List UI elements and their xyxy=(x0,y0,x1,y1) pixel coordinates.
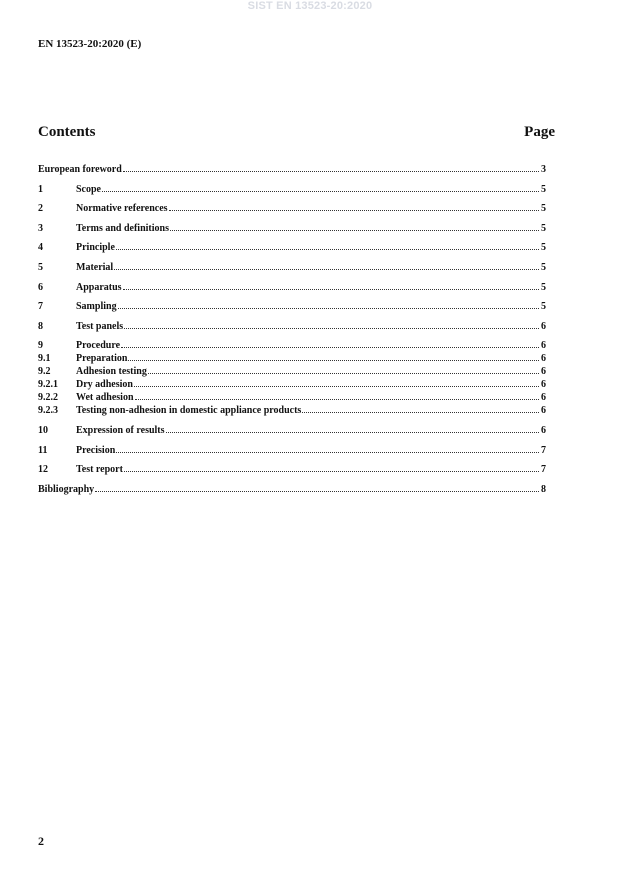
toc-entry-title: Test report xyxy=(76,464,123,476)
dot-leader xyxy=(302,411,539,413)
toc-entry-number: 6 xyxy=(38,281,43,293)
toc-entry-test-report[interactable] xyxy=(38,463,546,476)
dot-leader xyxy=(134,385,539,387)
toc-entry-title: Test panels xyxy=(76,320,124,332)
toc-entry-page: 7 xyxy=(541,464,546,476)
dot-leader xyxy=(166,431,539,433)
toc-entry-title: Material xyxy=(76,261,114,273)
dot-leader xyxy=(169,209,539,211)
toc-entry-number: 9.1 xyxy=(38,353,51,365)
toc-entry-title: European foreword xyxy=(38,164,122,175)
toc-entry-number: 9.2.1 xyxy=(38,379,58,391)
toc-entry-test-panels[interactable] xyxy=(38,320,546,333)
toc-entry-page: 8 xyxy=(541,483,546,495)
toc-entry-dry-adhesion[interactable] xyxy=(38,378,546,391)
toc-entry-wet-adhesion[interactable] xyxy=(38,391,546,404)
toc-entry-title: Testing non-adhesion in domestic appliance products xyxy=(76,405,302,417)
toc-entry-bibliography[interactable] xyxy=(38,483,546,496)
toc-entry-title: Wet adhesion xyxy=(76,392,134,404)
toc-entry-number: 11 xyxy=(38,444,48,456)
toc-entry-title: Scope xyxy=(76,183,101,195)
toc-entry-title: Dry adhesion xyxy=(76,379,133,391)
toc-entry-normative-references[interactable] xyxy=(38,202,546,215)
toc-entry-page: 7 xyxy=(541,444,546,456)
toc-entry-title: Normative references xyxy=(76,203,168,215)
document-id: EN 13523-20:2020 (E) xyxy=(38,38,142,50)
toc-entry-page: 5 xyxy=(541,301,546,313)
toc-entry-testing-non-adhesion[interactable] xyxy=(38,404,546,417)
toc-entry-title: Precision xyxy=(76,444,116,456)
toc-entry-number: 10 xyxy=(38,424,48,436)
toc-entry-number: 3 xyxy=(38,222,43,234)
toc-entry-title: Sampling xyxy=(76,301,117,313)
dot-leader xyxy=(116,248,539,250)
toc-entry-page: 6 xyxy=(541,340,546,352)
toc-entry-adhesion-testing[interactable] xyxy=(38,365,546,378)
toc-entry-sampling[interactable] xyxy=(38,300,546,313)
dot-leader xyxy=(121,346,539,348)
toc-entry-page: 6 xyxy=(541,424,546,436)
toc-entry-page: 5 xyxy=(541,281,546,293)
dot-leader xyxy=(114,268,539,270)
dot-leader xyxy=(124,470,539,472)
contents-heading: Contents xyxy=(38,124,96,140)
watermark: SIST EN 13523-20:2020 xyxy=(247,0,373,12)
toc-entry-scope[interactable] xyxy=(38,183,546,196)
toc-entry-precision[interactable] xyxy=(38,444,546,457)
dot-leader xyxy=(95,490,539,492)
toc-entry-number: 9.2.2 xyxy=(38,392,58,404)
toc-entry-page: 5 xyxy=(541,242,546,254)
toc-entry-title: Procedure xyxy=(76,340,121,352)
dot-leader xyxy=(123,288,539,290)
page-column-heading: Page xyxy=(524,124,555,140)
dot-leader xyxy=(102,190,539,192)
toc-entry-title: Terms and definitions xyxy=(76,222,169,234)
toc-entry-number: 9 xyxy=(38,340,43,352)
toc-entry-page: 6 xyxy=(541,392,546,404)
toc-entry-page: 6 xyxy=(541,379,546,391)
toc-entry-number: 4 xyxy=(38,242,43,254)
dot-leader xyxy=(124,327,539,329)
toc-entry-page: 5 xyxy=(541,261,546,273)
dot-leader xyxy=(135,398,539,400)
table-of-contents xyxy=(38,163,546,496)
toc-entry-title: Principle xyxy=(76,242,115,254)
toc-entry-page: 6 xyxy=(541,320,546,332)
toc-entry-title: Bibliography xyxy=(38,483,95,495)
toc-entry-title: Apparatus xyxy=(76,281,122,293)
toc-entry-number: 12 xyxy=(38,464,48,476)
toc-entry-number: 9.2 xyxy=(38,366,51,378)
toc-entry-european-foreword[interactable] xyxy=(38,163,546,176)
toc-entry-title: Expression of results xyxy=(76,424,165,436)
toc-entry-number: 1 xyxy=(38,183,43,195)
toc-entry-material[interactable] xyxy=(38,261,546,274)
toc-entry-page: 6 xyxy=(541,366,546,378)
toc-entry-page: 5 xyxy=(541,203,546,215)
dot-leader xyxy=(148,372,539,374)
toc-entry-principle[interactable] xyxy=(38,241,546,254)
toc-entry-page: 3 xyxy=(541,164,546,175)
page-number: 2 xyxy=(38,834,44,848)
toc-entry-page: 6 xyxy=(541,405,546,417)
toc-entry-page: 5 xyxy=(541,183,546,195)
toc-entry-title: Adhesion testing xyxy=(76,366,147,378)
toc-entry-expression-of-results[interactable] xyxy=(38,424,546,437)
toc-entry-page: 6 xyxy=(541,353,546,365)
toc-entry-number: 7 xyxy=(38,301,43,313)
toc-entry-terms-and-definitions[interactable] xyxy=(38,222,546,235)
dot-leader xyxy=(116,451,539,453)
toc-entry-number: 2 xyxy=(38,203,43,215)
dot-leader xyxy=(170,229,539,231)
dot-leader xyxy=(118,307,539,309)
dot-leader xyxy=(128,359,539,361)
toc-entry-number: 9.2.3 xyxy=(38,405,58,417)
toc-entry-number: 8 xyxy=(38,320,43,332)
toc-entry-title: Preparation xyxy=(76,353,128,365)
toc-entry-number: 5 xyxy=(38,261,43,273)
toc-entry-page: 5 xyxy=(541,222,546,234)
toc-entry-apparatus[interactable] xyxy=(38,281,546,294)
toc-entry-procedure[interactable] xyxy=(38,339,546,352)
dot-leader xyxy=(123,170,539,172)
toc-entry-preparation[interactable] xyxy=(38,352,546,365)
